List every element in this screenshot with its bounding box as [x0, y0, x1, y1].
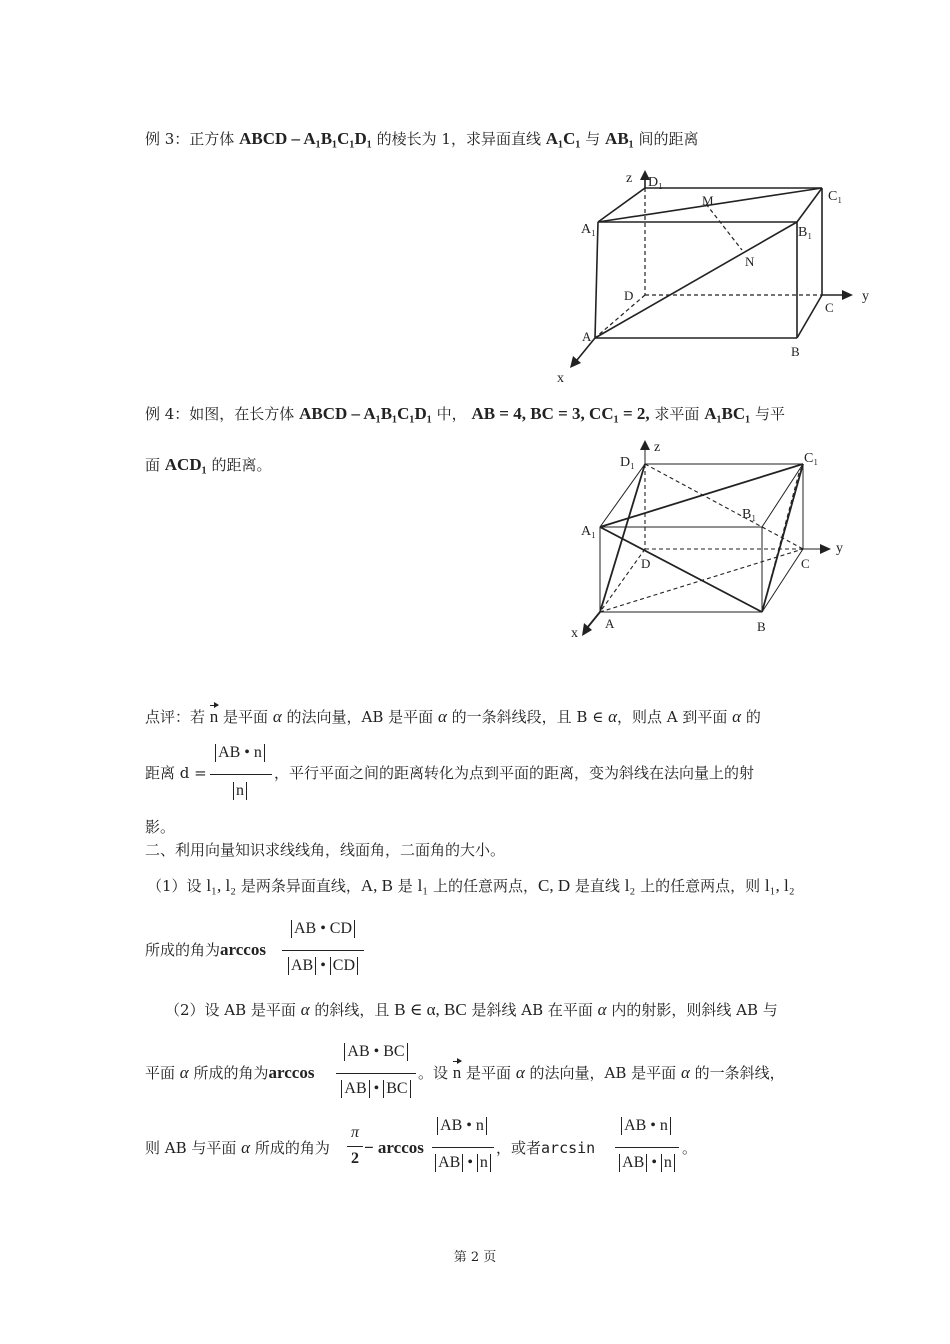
p2b-fraction-bar [432, 1147, 494, 1148]
p2-alpha-1: α [300, 1000, 310, 1019]
p2-formula-numerator [336, 1043, 416, 1061]
p2-l2-c: 。设 [418, 1064, 453, 1082]
p1-lines: l₁, l₂ [206, 876, 237, 895]
remark-c: 的法向量，AB 是平面 [281, 708, 438, 726]
minus-arccos-text: − arccos [364, 1138, 424, 1157]
p2c-den-b: n [663, 1154, 672, 1171]
part-2-line-3-or [496, 1138, 595, 1158]
p2c-den-a: AB [622, 1154, 645, 1171]
pi-over-2-den [347, 1150, 363, 1168]
p1-l2: l₂ [624, 876, 636, 895]
p2-d: 内的射影，则斜线 AB 与 [606, 1001, 778, 1019]
p1-den-abs-b [330, 957, 358, 975]
fig3-label-D1: D₁ [648, 175, 663, 190]
fig4-label-A1: A₁ [581, 524, 596, 539]
fig3-label-B: B [791, 344, 800, 359]
p2b-formula-denominator [432, 1154, 494, 1172]
distance-den: n [236, 782, 244, 799]
remark-a: 点评：若 [145, 708, 210, 726]
remark-b: 是平面 [218, 708, 273, 726]
fig3-label-A1: A₁ [581, 222, 596, 237]
part-1-line-2 [145, 940, 266, 960]
fig4-label-C1: C₁ [804, 451, 819, 466]
example-3-statement [145, 129, 699, 149]
p1-b: 是两条异面直线， [236, 877, 361, 895]
page-number-text: 第 2 页 [453, 1250, 497, 1265]
remark-line-2-text [274, 763, 754, 783]
p1-line2: 所成的角为 [145, 941, 221, 959]
p2-den-dot: • [373, 1080, 380, 1097]
p2-a: （2）设 AB 是平面 [165, 1001, 301, 1019]
p2-l3-a: 则 AB 与平面 [145, 1139, 242, 1157]
figure-example-3-cube [555, 165, 885, 390]
p2b-den-a: AB [438, 1154, 461, 1171]
p2c-formula-numerator [615, 1117, 677, 1135]
p2-l2-e: 的法向量，AB 是平面 [524, 1064, 681, 1082]
distance-fraction-bar [210, 774, 272, 775]
fig4-label-D1: D₁ [620, 455, 635, 470]
fig3-label-B1: B₁ [798, 225, 813, 240]
p2-end: 。 [682, 1139, 698, 1157]
pi-over-2-num [347, 1124, 363, 1142]
ex4-conditions: AB = 4, BC = 3, CC₁ = 2, [471, 404, 650, 423]
remark-line3: 影。 [145, 818, 176, 836]
ex3-suffix: 间的距离 [633, 130, 699, 148]
p2b-den-abs-b [477, 1154, 491, 1172]
p2c-den-abs-b [661, 1154, 675, 1172]
fig4-label-C: C [801, 556, 810, 571]
fig3-label-C1: C₁ [828, 189, 843, 204]
p2-alpha-5: α [680, 1063, 690, 1082]
part-2-line-3-end [682, 1138, 697, 1158]
remark-line2-b: ，平行平面之间的距离转化为点到平面的距离，变为斜线在法向量上的射 [274, 764, 755, 782]
fig4-label-A: A [605, 616, 615, 631]
ex3-mid: 的棱长为 1，求异面直线 [371, 130, 546, 148]
fig3-label-D: D [624, 288, 634, 303]
part-2-line-2-a [145, 1063, 314, 1083]
part-2-line-2-b [418, 1063, 785, 1083]
p1-f: 上的任意两点，则 [635, 877, 765, 895]
p2-den-abs-a [341, 1080, 369, 1098]
p2-alpha-3: α [179, 1063, 189, 1082]
figure-example-4-box [560, 435, 860, 645]
p2-normal-vector: n [452, 1063, 462, 1082]
section-2-heading: 二、利用向量知识求线线角，线面角，二面角的大小。 [145, 841, 506, 859]
p2-or: ，或者 [496, 1139, 542, 1157]
fig3-label-A: A [582, 329, 592, 344]
minus-arccos [364, 1138, 424, 1158]
ex4-and: 与平 [750, 405, 786, 423]
two-denominator: 2 [351, 1150, 359, 1167]
remark-e: ，则点 A 到平面 [617, 708, 733, 726]
part-1-line-1 [147, 876, 795, 896]
fig4-label-x: x [571, 626, 578, 641]
p2-arccos: arccos [268, 1063, 315, 1082]
part-2-line-3-a [145, 1138, 330, 1158]
distance-formula-numerator [210, 744, 270, 762]
remark-line-2-label [145, 763, 207, 783]
remark-d: 的一条斜线段，且 B ∈ [446, 708, 609, 726]
example-4-line-2 [145, 455, 272, 475]
p2-num: AB • BC [347, 1043, 405, 1060]
p2b-num: AB • n [440, 1117, 484, 1134]
ex4-line2-pre: 面 [145, 456, 165, 474]
p2b-den-abs-a [435, 1154, 463, 1172]
fig3-label-N: N [745, 254, 755, 269]
fig3-label-M: M [702, 193, 714, 208]
p2-c: 是斜线 AB 在平面 [466, 1001, 598, 1019]
remark-alpha-3: α [608, 707, 618, 726]
p2-den-abs-b [383, 1080, 410, 1098]
fig4-label-D: D [641, 556, 651, 571]
p2-fraction-bar [336, 1073, 416, 1074]
remark-line-3 [145, 817, 175, 837]
example-4-statement [145, 404, 785, 424]
p2b-formula-numerator [432, 1117, 492, 1135]
p2c-formula-denominator [615, 1154, 679, 1172]
p1-den-a: AB [290, 957, 314, 974]
ex4-prefix: 例 4：如图，在长方体 [145, 405, 300, 423]
p2-arcsin: arcsin [541, 1139, 596, 1157]
ex4-mid: 中， [431, 405, 472, 423]
p1-formula-denominator [282, 957, 364, 975]
ex3-and: 与 [580, 130, 606, 148]
p1-d: 上的任意两点， [428, 877, 539, 895]
p2c-num: AB • n [624, 1117, 668, 1134]
fig4-label-B1: B₁ [742, 507, 757, 522]
p1-l1: l₁ [417, 876, 429, 895]
ex4-plane-1: A₁BC₁ [704, 404, 751, 423]
p2c-fraction-bar [615, 1147, 679, 1148]
p2b-den-b: n [479, 1154, 488, 1171]
p2-l2-f: 的一条斜线， [689, 1064, 785, 1082]
p1-den-abs-a [288, 957, 316, 975]
p2c-den-dot: • [651, 1154, 657, 1171]
remark-alpha-4: α [732, 707, 742, 726]
p1-den-b: CD [332, 957, 356, 974]
fig3-label-z: z [626, 171, 633, 186]
part-2-line-1 [165, 1000, 778, 1020]
remark-normal-vector: n [209, 707, 219, 726]
ex3-line-1: A₁C₁ [545, 129, 581, 148]
ex4-line2-suf: 的距离。 [206, 456, 272, 474]
p2-alpha-2: α [597, 1000, 607, 1019]
remark-alpha-1: α [272, 707, 282, 726]
fig4-label-z: z [654, 440, 661, 455]
ex4-plane-2: ACD₁ [164, 455, 207, 474]
section-2-title [145, 840, 505, 860]
distance-formula-denominator [210, 782, 270, 800]
p2-num-abs [344, 1043, 407, 1061]
p2c-num-abs [621, 1117, 671, 1135]
p2-den-b: BC [386, 1080, 408, 1097]
p1-fraction-bar [282, 950, 364, 951]
remark-line-1 [145, 707, 761, 727]
fig3-label-C: C [825, 300, 834, 315]
remark-alpha-2: α [437, 707, 447, 726]
distance-den-abs [233, 782, 247, 800]
p1-c: 是 [393, 877, 418, 895]
ex4-q: 求平面 [649, 405, 705, 423]
p2b-num-abs [437, 1117, 487, 1135]
page-number [0, 1246, 950, 1265]
p2-alpha-6: α [241, 1138, 251, 1157]
p1-g: l₁, l₂ [764, 876, 795, 895]
pi-symbol: π [350, 1124, 359, 1141]
distance-num: AB • n [218, 744, 262, 761]
p2-cond: B ∈ α, BC [394, 1000, 467, 1019]
p2-l2-b: 所成的角为 [188, 1064, 269, 1082]
p1-formula-numerator [282, 920, 364, 938]
ex3-prefix: 例 3：正方体 [145, 130, 240, 148]
p2-formula-denominator [336, 1080, 416, 1098]
p2-l2-a: 平面 [145, 1064, 180, 1082]
p2-l3-b: 所成的角为 [250, 1139, 330, 1157]
fig4-label-B: B [757, 619, 766, 634]
p1-num: AB • CD [293, 920, 353, 937]
remark-distance-label: 距离 d = [145, 764, 207, 782]
p1-pts2: C, D [538, 876, 571, 895]
remark-f: 的 [741, 708, 761, 726]
ex3-line-2: AB₁ [605, 129, 634, 148]
p1-arccos: arccos [220, 940, 266, 959]
p2-b: 的斜线，且 [309, 1001, 395, 1019]
p1-num-abs [291, 920, 355, 938]
p1-den-dot: • [320, 957, 326, 974]
p1-e: 是直线 [570, 877, 625, 895]
p2-l2-d: 是平面 [461, 1064, 516, 1082]
p2-alpha-4: α [515, 1063, 525, 1082]
fig4-label-y: y [836, 541, 843, 556]
p2-den-a: AB [344, 1080, 367, 1097]
ex4-box: ABCD – A₁B₁C₁D₁ [299, 404, 432, 423]
fig3-label-x: x [557, 371, 564, 386]
p1-a: （1）设 [147, 877, 207, 895]
ex3-cube: ABCD – A₁B₁C₁D₁ [239, 129, 372, 148]
pi-fraction-bar [347, 1146, 363, 1147]
p1-pts: A, B [360, 876, 394, 895]
p2b-den-dot: • [467, 1154, 473, 1171]
p2c-den-abs-a [619, 1154, 647, 1172]
distance-num-abs [215, 744, 265, 762]
fig3-label-y: y [862, 289, 869, 304]
